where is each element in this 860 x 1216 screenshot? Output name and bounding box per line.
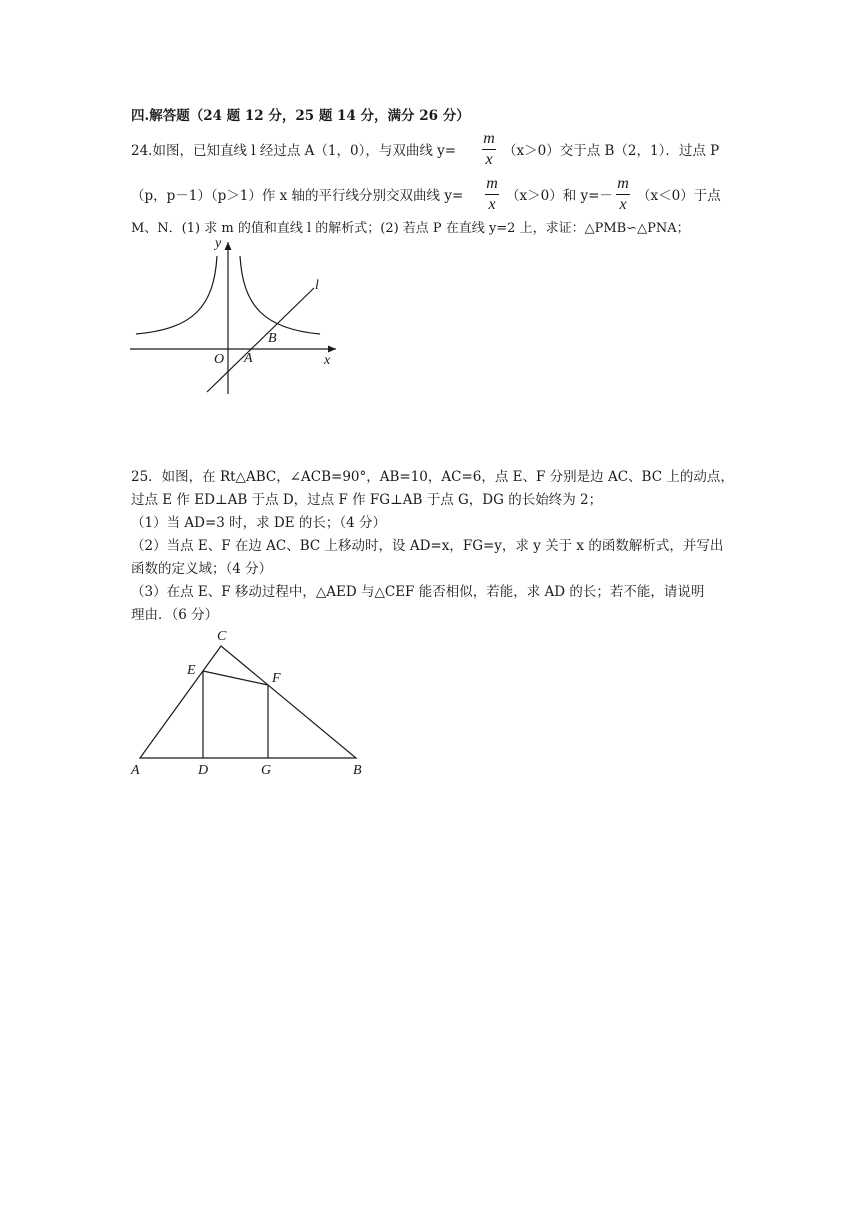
fraction-denominator: x: [619, 196, 627, 213]
label-origin-O: O: [214, 352, 225, 367]
label-point-D: D: [198, 763, 209, 778]
q25-line2: 过点 E 作 ED⊥AB 于点 D，过点 F 作 FG⊥AB 于点 G，DG 的长始终为 2；: [131, 492, 603, 508]
label-y: y: [215, 236, 222, 251]
x-axis-arrow-icon: [328, 346, 336, 353]
q24-fraction-m-over-x-1: [481, 130, 497, 169]
label-line-l: l: [315, 278, 319, 293]
fraction-bar: [482, 149, 496, 150]
q24-line2-start: （p，p－1）（p＞1）作 x 轴的平行线分别交双曲线 y=: [131, 188, 464, 204]
segment-EF: [203, 671, 268, 685]
label-point-G: G: [261, 763, 272, 778]
fraction-numerator: m: [483, 130, 495, 147]
q24-hyperbola-figure: [124, 234, 364, 404]
fraction-denominator: x: [488, 196, 496, 213]
q24-line3: M、N．(1) 求 m 的值和直线 l 的解析式；(2) 若点 P 在直线 y=2 上，求证：△PMB∽△PNA；: [131, 221, 690, 236]
q24-fraction-m-over-x-2: [484, 175, 500, 214]
q24-line2-middle: （x＞0）和 y=－: [506, 188, 613, 204]
fraction-numerator: m: [486, 175, 498, 192]
q24-line1-start: 24.如图，已知直线 l 经过点 A（1，0），与双曲线 y=: [131, 143, 457, 159]
triangle-ABC: [140, 646, 356, 758]
fraction-bar: [616, 194, 630, 195]
q25-part2-line2: 函数的定义域；（4 分）: [131, 561, 273, 577]
label-point-B: B: [353, 763, 362, 778]
label-point-A: A: [131, 763, 140, 778]
hyperbola-left-branch: [136, 256, 217, 334]
line-l: [207, 288, 314, 392]
q25-triangle-figure: [124, 626, 374, 778]
q25-line1: 25．如图，在 Rt△ABC，∠ACB=90°，AB=10，AC=6，点 E、F 分别是边 AC、BC 上的动点，: [131, 469, 734, 485]
label-point-A: A: [244, 351, 253, 366]
q24-fraction-m-over-x-3: [615, 175, 631, 214]
q25-part1: （1）当 AD=3 时，求 DE 的长；（4 分）: [131, 515, 387, 531]
label-x: x: [324, 353, 331, 368]
fraction-denominator: x: [485, 151, 493, 168]
label-point-F: F: [272, 671, 281, 686]
q25-part3-line2: 理由．（6 分）: [131, 607, 219, 623]
label-point-B: B: [268, 331, 277, 346]
hyperbola-right-branch: [240, 256, 320, 334]
fraction-bar: [485, 194, 499, 195]
q24-line1-end: （x＞0）交于点 B（2，1）．过点 P: [503, 143, 720, 159]
label-point-C: C: [217, 629, 227, 644]
section-title: 四.解答题（24 题 12 分，25 题 14 分，满分 26 分）: [131, 108, 470, 124]
label-point-E: E: [187, 663, 196, 678]
y-axis-arrow-icon: [225, 242, 232, 250]
q25-part2-line1: （2）当点 E、F 在边 AC、BC 上移动时，设 AD=x，FG=y，求 y 关于 x 的函数解析式，并写出: [131, 538, 724, 554]
fraction-numerator: m: [617, 175, 629, 192]
q24-line2-end: （x＜0）于点: [637, 188, 721, 204]
q25-part3-line1: （3）在点 E、F 移动过程中，△AED 与△CEF 能否相似，若能，求 AD 的长；若不能，请说明: [131, 584, 705, 600]
